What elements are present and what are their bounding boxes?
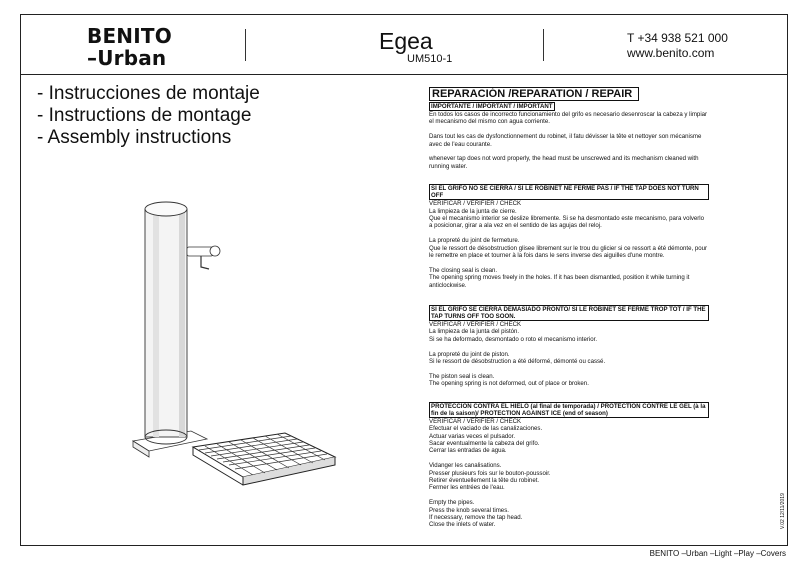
footer-brands: BENITO –Urban –Light –Play –Covers [649,549,786,558]
brand-line-2: –Urban [87,46,167,70]
section-ice-protection-heading: PROTECCIÓN CONTRA EL HIELO (al final de temporada) / PROTECTION CONTRE LE GEL (à la fin de la saison)/ PROTECTION AGAINST ICE (end of season) [429,402,709,418]
section-ice-protection-en: Empty the pipes. Press the knob several times. If necessary, remove the tap head. Close the inlets of water. [429,499,523,529]
header [21,15,787,75]
brand-line-1: BENITO [87,24,172,48]
important-es: En todos los casos de incorrecto funcionamiento del grifo es necesario desenroscar la cabeza y limpiar el mecanismo del mismo con agua corriente. [429,111,708,126]
instruction-titles [37,83,260,149]
header-divider [543,29,544,61]
section-tap-off-soon-heading: SI EL GRIFO SE CIERRA DEMASIADO PRONTO/ SI LE ROBINET SE FERME TROP TOT / IF THE TAP TURNS OFF TOO SOON. [429,305,709,321]
section-tap-off-soon-es: La limpieza de la junta del pistón. Si se ha deformado, desmontado o roto el mecanismo interior. [429,328,598,343]
section-tap-off-soon-fr: La propreté du joint de piston. Si le ressort de désobstruction a été déformé, démonté ou cassé. [429,350,606,366]
header-divider [245,29,246,61]
repair-instructions [429,87,709,529]
document-frame [20,14,788,546]
section-tap-not-off-es: La limpieza de la junta de cierre. Que el mecanismo interior se deslize libremente. Si se ha desmontado este mecanismo, para volverlo a posicionar, girar a ala vez en el sentido de las agujas del reloj. [429,207,705,230]
section-ice-protection-es: Efectuar el vaciado de las canalizaciones. Actuar varias veces el pulsador. Sacar eventualmente la cabeza del grifo. Cerrar las entradas de agua. [429,425,543,455]
section-tap-not-off-en: The closing seal is clean. The opening spring moves freely in the holes. If it has been dismantled, position it while turning it anticlockwise. [429,266,690,289]
column-top [145,202,187,216]
model-code: UM510-1 [407,53,453,65]
important-fr: Dans tout les cas de dysfonctionnement du robinet, il fatu dévisser la tête et nettoyer son mécanisme avec de l'eau courante. [429,133,702,148]
section-tap-off-soon-check: VERIFICAR / VERIFIER / CHECK [429,321,522,329]
section-ice-protection-fr: Vidanger les canalisations. Presser plusieurs fois sur le bouton-poussoir. Retirer éventuellement la tête du robinet. Fermer les entrées de l'eau. [429,462,551,492]
contact-info [627,31,728,61]
drain-grate [193,433,335,485]
tap-spout [187,247,213,256]
fountain-illustration [125,185,355,525]
repair-title: REPARACIÓN /REPARATION / REPAIR [429,87,639,101]
section-tap-not-off-fr: La propreté du joint de fermeture. Que le ressort de désobstruction glisee librement sur le trou du glicier si ce ressort a été démonte, pour le remettre en place et tourner à la fois dans le sens inverse des aiguilles d'une montre. [429,237,708,260]
section-ice-protection-check: VERIFICAR / VERIFIER / CHECK [429,417,522,425]
section-tap-not-off-heading: SI EL GRIFO NO SE CIERRA / SI LE ROBINET NE FERME PAS / IF THE TAP DOES NOT TURN OFF [429,184,709,200]
tap-knob [210,246,220,256]
title-es: - Instrucciones de montaje [37,83,260,104]
section-tap-not-off-check: VERIFICAR / VERIFIER / CHECK [429,200,522,208]
important-heading: IMPORTANTE / IMPORTANT / IMPORTANT [431,103,553,110]
section-tap-off-soon-en: The piston seal is clean. The opening spring is not deformed, out of place or broken. [429,372,589,388]
title-en: - Assembly instructions [37,127,232,148]
brand-logo [87,25,172,69]
important-en: whenever tap does not word properly, the head must be unscrewed and its mechanism cleaned with running water. [429,155,699,170]
website-link[interactable]: www.benito.com [627,46,715,60]
version-label: V.02 12/11/2019 [780,493,786,529]
phone-number: T +34 938 521 000 [627,31,728,45]
title-fr: - Instructions de montage [37,105,252,126]
model-name: Egea [379,28,433,54]
